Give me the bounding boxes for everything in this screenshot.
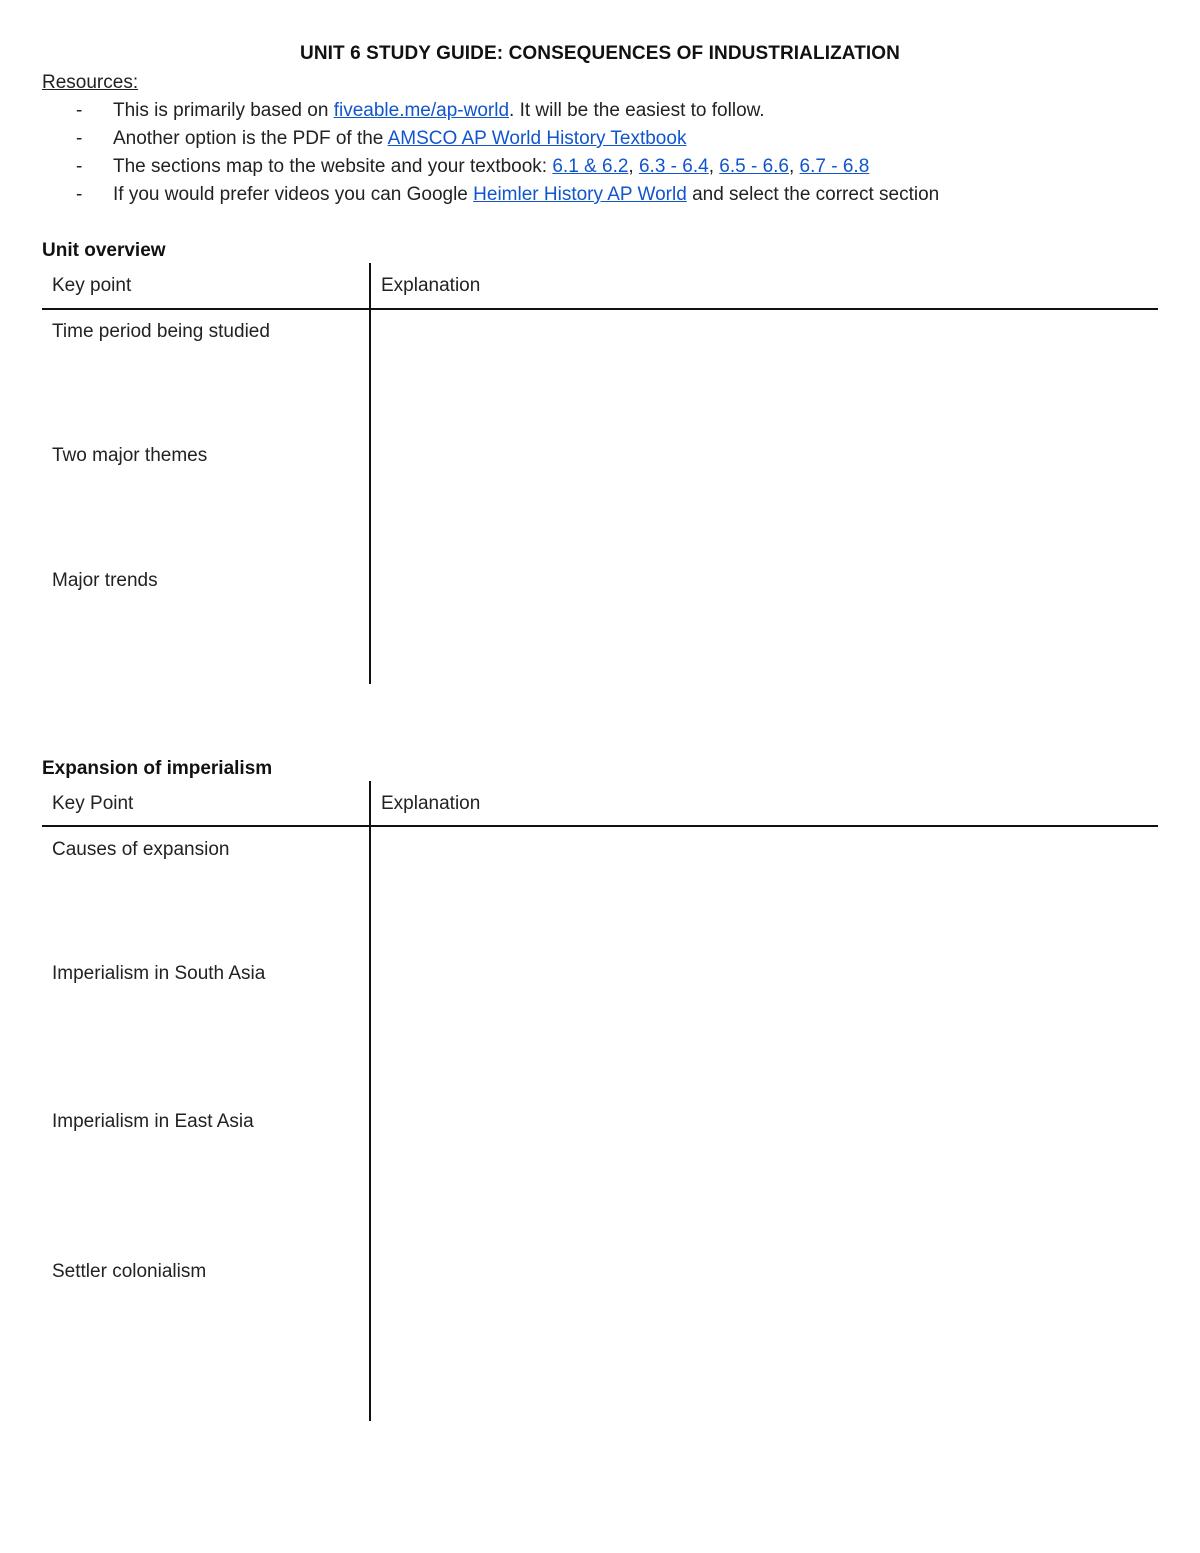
link-section-6-7-6-8[interactable]: 6.7 - 6.8 bbox=[799, 156, 870, 177]
item-text: The sections map to the website and your textbook: bbox=[113, 156, 553, 177]
separator: , bbox=[628, 156, 639, 177]
bullet-dash: - bbox=[76, 184, 83, 205]
list-item-text bbox=[113, 184, 939, 206]
item-text: If you would prefer videos you can Google bbox=[113, 184, 474, 205]
column-header-key-point: Key point bbox=[52, 275, 132, 296]
list-item-text bbox=[113, 100, 765, 122]
page-title: UNIT 6 STUDY GUIDE: CONSEQUENCES OF INDUSTRIALIZATION bbox=[300, 43, 900, 64]
column-divider bbox=[369, 263, 371, 684]
header-rule bbox=[42, 825, 1158, 827]
row-label: Settler colonialism bbox=[52, 1261, 207, 1282]
section-heading-expansion: Expansion of imperialism bbox=[42, 758, 273, 779]
row-label: Major trends bbox=[52, 570, 158, 591]
row-label: Time period being studied bbox=[52, 321, 270, 342]
column-header-explanation: Explanation bbox=[381, 793, 481, 814]
separator: , bbox=[708, 156, 720, 177]
row-label: Imperialism in South Asia bbox=[52, 963, 266, 984]
column-header-explanation: Explanation bbox=[381, 275, 481, 296]
unit-overview-table bbox=[42, 263, 1158, 684]
list-item-text bbox=[113, 128, 686, 150]
item-text: and select the correct section bbox=[686, 184, 940, 205]
link-section-6-1-6-2[interactable]: 6.1 & 6.2 bbox=[552, 156, 629, 177]
bullet-dash: - bbox=[76, 100, 83, 121]
bullet-dash: - bbox=[76, 156, 83, 177]
header-rule bbox=[42, 308, 1158, 310]
list-item-text bbox=[113, 156, 869, 178]
row-label: Causes of expansion bbox=[52, 839, 230, 860]
separator: , bbox=[788, 156, 800, 177]
row-label: Imperialism in East Asia bbox=[52, 1111, 254, 1132]
item-text: Another option is the PDF of the bbox=[113, 128, 388, 149]
resources-label: Resources: bbox=[42, 72, 139, 93]
column-header-key-point: Key Point bbox=[52, 793, 134, 814]
link-fiveable[interactable]: fiveable.me/ap-world bbox=[333, 100, 510, 121]
bullet-dash: - bbox=[76, 128, 83, 149]
link-amsco-textbook[interactable]: AMSCO AP World History Textbook bbox=[387, 128, 687, 149]
row-label: Two major themes bbox=[52, 445, 208, 466]
item-text: This is primarily based on bbox=[113, 100, 334, 121]
section-heading-unit-overview: Unit overview bbox=[42, 240, 166, 261]
column-divider bbox=[369, 781, 371, 1421]
link-heimler-history[interactable]: Heimler History AP World bbox=[473, 184, 687, 205]
link-section-6-3-6-4[interactable]: 6.3 - 6.4 bbox=[638, 156, 709, 177]
expansion-table bbox=[42, 781, 1158, 1421]
link-section-6-5-6-6[interactable]: 6.5 - 6.6 bbox=[719, 156, 789, 177]
item-text: . It will be the easiest to follow. bbox=[509, 100, 765, 121]
